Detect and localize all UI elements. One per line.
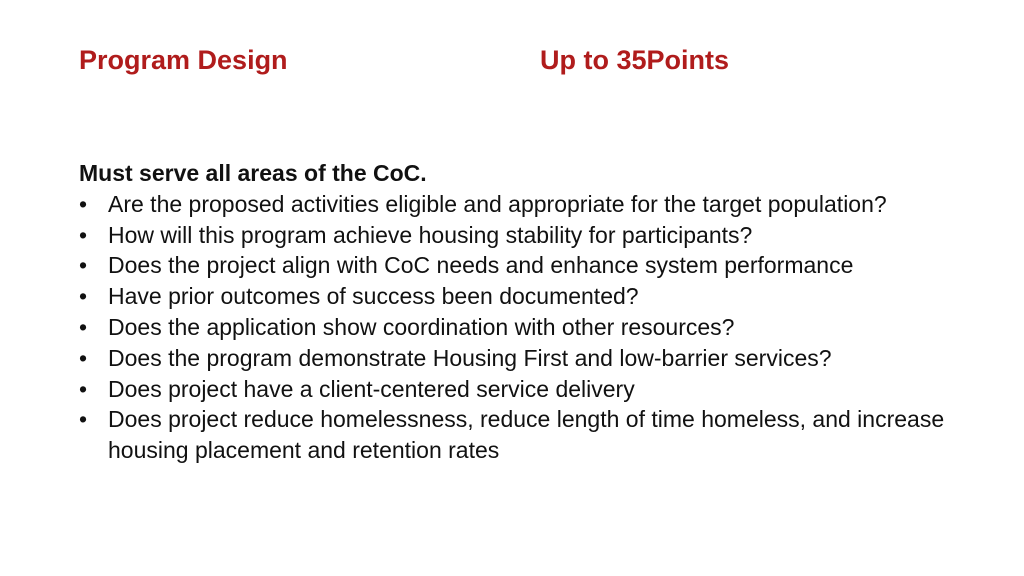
bullet-icon: • bbox=[79, 283, 88, 310]
bullet-text: Does the program demonstrate Housing First and low-barrier services? bbox=[108, 344, 832, 371]
bullet-text: Are the proposed activities eligible and appropriate for the target population? bbox=[108, 190, 887, 217]
bullet-icon: • bbox=[79, 344, 88, 371]
bullet-icon: • bbox=[79, 221, 88, 248]
bullet-item bbox=[79, 250, 959, 281]
bullet-item bbox=[79, 220, 959, 251]
bullet-item bbox=[79, 404, 959, 466]
bullet-icon: • bbox=[79, 313, 88, 340]
bullet-text: How will this program achieve housing stability for participants? bbox=[108, 221, 753, 248]
bullet-item bbox=[79, 189, 959, 220]
content-heading: Must serve all areas of the CoC. bbox=[79, 160, 427, 186]
bullet-text: Does project reduce homelessness, reduce length of time homeless, and increase housing placement and retention rates bbox=[108, 406, 945, 464]
bullet-text: Does the project align with CoC needs and enhance system performance bbox=[108, 252, 854, 279]
bullet-item bbox=[79, 281, 959, 312]
bullet-icon: • bbox=[79, 252, 88, 279]
bullet-text: Does project have a client-centered service delivery bbox=[108, 375, 635, 402]
bullet-list bbox=[79, 189, 959, 466]
bullet-icon: • bbox=[79, 375, 88, 402]
bullet-icon: • bbox=[79, 190, 88, 217]
bullet-item bbox=[79, 374, 959, 405]
bullet-item bbox=[79, 312, 959, 343]
bullet-icon: • bbox=[79, 406, 88, 433]
slide-title: Program Design bbox=[79, 45, 288, 75]
bullet-item bbox=[79, 343, 959, 374]
slide-content bbox=[79, 158, 959, 466]
points-label: Up to 35Points bbox=[540, 45, 730, 75]
bullet-text: Have prior outcomes of success been documented? bbox=[108, 283, 639, 310]
bullet-text: Does the application show coordination with other resources? bbox=[108, 313, 735, 340]
